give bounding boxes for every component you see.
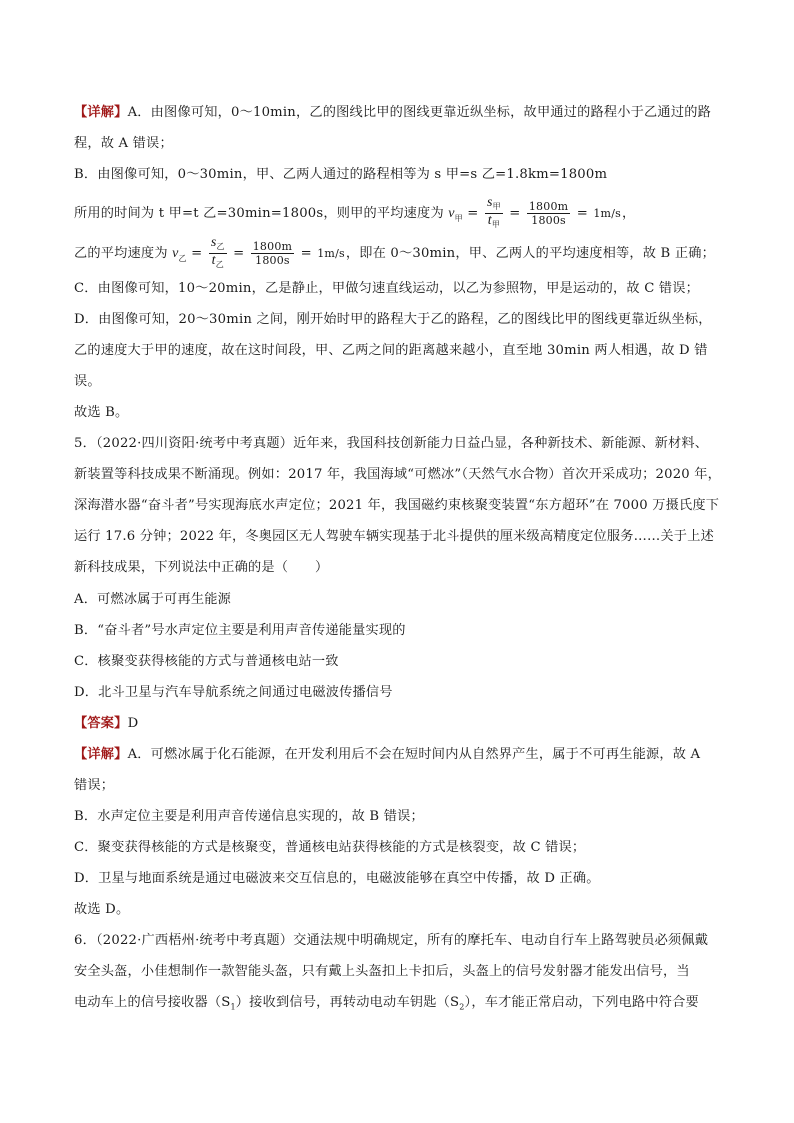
detail-2-line-4: C．聚变获得核能的方式是核聚变，普通核电站获得核能的方式是核裂变，故 C 错误； xyxy=(74,840,586,855)
velocity-fraction-numeric: $\frac{1800m}{1800s}$ xyxy=(252,240,293,268)
detail-1-line-8: 乙的速度大于甲的速度，故在这时间段，甲、乙两之间的距离越来越小，直至地 30min 两人相遇，故 D 错 xyxy=(74,343,708,358)
detail-1-line-1: 【详解】A．由图像可知，0～10min，乙的图线比甲的图线更靠近纵坐标，故甲通过的路程小于乙通过的路 xyxy=(74,105,711,120)
velocity-symbol: v xyxy=(448,206,455,222)
option-c: C．核聚变获得核能的方式与普通核电站一致 xyxy=(74,654,339,669)
question-5-line-4: 运行 17.6 分钟；2022 年，冬奥园区无人驾驶车辆实现基于北斗提供的厘米级高精度定位服务……关于上述 xyxy=(74,529,714,544)
question-6-line-1: 6．（2022·广西梧州·统考中考真题）交通法规中明确规定，所有的摩托车、电动自行车上路驾驶员必须佩戴 xyxy=(74,933,709,948)
option-b: B．“奋斗者”号水声定位主要是利用声音传递能量实现的 xyxy=(74,623,406,638)
detail-1-line-2: 程，故 A 错误； xyxy=(74,136,173,151)
detail-1-choose: 故选 B。 xyxy=(74,405,129,420)
detail-2-choose: 故选 D。 xyxy=(74,902,130,917)
option-d: D．北斗卫星与汽车导航系统之间通过电磁波传播信号 xyxy=(74,685,393,700)
question-5-line-2: 新装置等科技成果不断涌现。例如：2017 年，我国海域“可燃冰”（天然气水合物）首次开采成功；2020 年， xyxy=(74,467,722,482)
detail-2-line-3: B．水声定位主要是利用声音传递信息实现的，故 B 错误； xyxy=(74,809,424,824)
detail-1-line-4: 所用的时间为 t 甲=t 乙=30min=1800s，则甲的平均速度为 $v_甲$ = $\frac{s_甲}{t_甲}$ = $\frac{1800m}{1800s}$ = 1m/s， xyxy=(74,195,636,230)
detail-tag: 【详解】 xyxy=(74,105,128,120)
question-5-line-1: 5．（2022·四川资阳·统考中考真题）近年来，我国科技创新能力日益凸显，各种新技术、新能源、新材料、 xyxy=(74,436,709,451)
question-6-line-2: 安全头盔，小佳想制作一款智能头盔，只有戴上头盔扣上卡扣后，头盔上的信号发射器才能发出信号，当 xyxy=(74,964,690,979)
detail-1-line-7: D．由图像可知，20～30min 之间，刚开始时甲的路程大于乙的路程，乙的图线比甲的图线更靠近纵坐标， xyxy=(74,312,712,327)
question-6-line-3: 电动车上的信号接收器$(S_1)$接收到信号，再转动电动车钥匙$(S_2)$，车才能正常启动，下列电路中符合要 xyxy=(74,995,699,1012)
answer-value: D xyxy=(127,716,139,731)
answer-line xyxy=(74,714,138,734)
detail-2-line-5: D．卫星与地面系统是通过电磁波来交互信息的，电磁波能够在真空中传播，故 D 正确。 xyxy=(74,871,600,886)
detail-1-line-6: C．由图像可知，10～20min，乙是静止，甲做匀速直线运动，以乙为参照物，甲是运动的，故 C 错误； xyxy=(74,281,700,296)
detail-1-line-9: 误。 xyxy=(74,374,101,389)
option-a: A．可燃冰属于可再生能源 xyxy=(74,592,231,607)
detail-tag: 【详解】 xyxy=(74,747,128,762)
question-5-line-5: 新科技成果，下列说法中正确的是（ ） xyxy=(74,560,329,575)
velocity-fraction-symbolic: $\frac{s_乙}{t_乙}$ xyxy=(210,235,225,270)
question-5-line-3: 深海潜水器“奋斗者”号实现海底水声定位；2021 年，我国磁约束核聚变装置“东方超环”在 7000 万摄氏度下 xyxy=(74,498,720,513)
detail-2-line-2: 错误； xyxy=(74,778,115,793)
velocity-fraction-symbolic: $\frac{s_甲}{t_甲}$ xyxy=(486,195,501,230)
detail-1-line-3: B．由图像可知，0～30min，甲、乙两人通过的路程相等为 s 甲=s 乙=1.8km=1800m xyxy=(74,167,608,182)
detail-1-line-5: 乙的平均速度为 $v_乙$ = $\frac{s_乙}{t_乙}$ = $\frac{1800m}{1800s}$ = 1m/s，即在 0～30min，甲、乙两人的平均速度相等，故 B 正确； xyxy=(74,235,716,270)
answer-tag: 【答案】 xyxy=(74,716,128,731)
velocity-fraction-numeric: $\frac{1800m}{1800s}$ xyxy=(528,200,569,228)
detail-2-line-1: 【详解】A．可燃冰属于化石能源，在开发利用后不会在短时间内从自然界产生，属于不可再生能源，故 A xyxy=(74,747,701,762)
